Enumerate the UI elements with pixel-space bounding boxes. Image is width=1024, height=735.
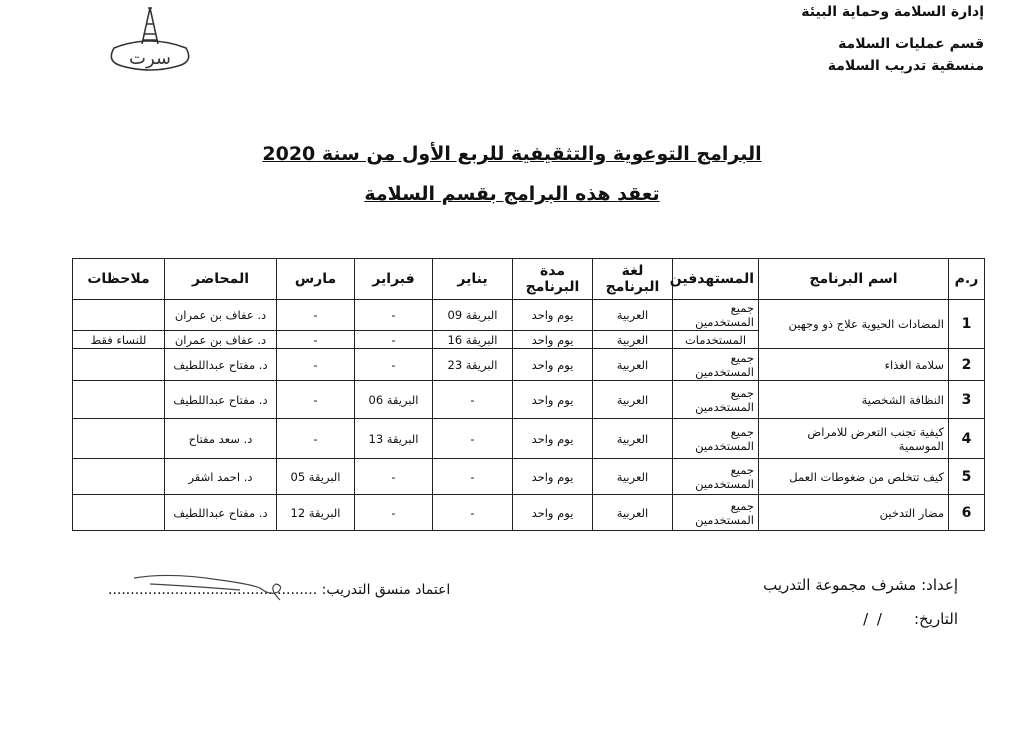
row-language: العربية [593, 300, 673, 331]
row-lecturer: د. مفتاح عبداللطيف [165, 381, 277, 419]
row-audience: جميع المستخدمين [673, 495, 759, 531]
row-mar: - [277, 349, 355, 381]
row-mar: - [277, 331, 355, 349]
row-jan: - [433, 495, 513, 531]
row-language: العربية [593, 331, 673, 349]
row-audience: جميع المستخدمين [673, 381, 759, 419]
row-audience: جميع المستخدمين [673, 300, 759, 331]
signature-scribble-icon [130, 566, 300, 606]
coordination-name: منسقية تدريب السلامة [827, 58, 984, 74]
row-language: العربية [593, 495, 673, 531]
row-num: 5 [949, 459, 985, 495]
row-program: كيفية تجنب التعرض للامراض الموسمية [759, 419, 949, 459]
row-feb: البريقة 13 [355, 419, 433, 459]
table-row [73, 419, 985, 459]
header-audience: المستهدفين [673, 259, 759, 300]
row-feb: - [355, 349, 433, 381]
row-mar: - [277, 300, 355, 331]
department-name: إدارة السلامة وحماية البيئة [801, 4, 984, 20]
row-program: سلامة الغذاء [759, 349, 949, 381]
row-duration: يوم واحد [513, 459, 593, 495]
row-lecturer: د. عفاف بن عمران [165, 331, 277, 349]
table-header-row [73, 259, 985, 300]
row-jan: - [433, 419, 513, 459]
row-notes [73, 419, 165, 459]
row-feb: - [355, 331, 433, 349]
header-lecturer: المحاضر [165, 259, 277, 300]
header-notes: ملاحظات [73, 259, 165, 300]
row-lecturer: د. مفتاح عبداللطيف [165, 349, 277, 381]
row-lecturer: د. سعد مفتاح [165, 419, 277, 459]
row-mar: البريقة 12 [277, 495, 355, 531]
row-program: مضار التدخين [759, 495, 949, 531]
row-jan: - [433, 459, 513, 495]
row-num: 3 [949, 381, 985, 419]
document-subtitle: تعقد هذه البرامج بقسم السلامة [364, 183, 660, 205]
row-notes [73, 459, 165, 495]
section-name: قسم عمليات السلامة [838, 36, 984, 52]
row-notes [73, 349, 165, 381]
row-jan: البريقة 09 [433, 300, 513, 331]
date-label: التاريخ: [914, 610, 958, 628]
table-row [73, 459, 985, 495]
derrick-logo-icon [108, 4, 192, 76]
table-row [73, 381, 985, 419]
row-duration: يوم واحد [513, 495, 593, 531]
programs-table [72, 258, 985, 531]
prepared-by: إعداد: مشرف مجموعة التدريب [763, 576, 958, 594]
row-notes: للنساء فقط [73, 331, 165, 349]
row-audience: جميع المستخدمين [673, 419, 759, 459]
row-mar: - [277, 381, 355, 419]
header-program: اسم البرنامج [759, 259, 949, 300]
row-duration: يوم واحد [513, 331, 593, 349]
row-duration: يوم واحد [513, 300, 593, 331]
header-jan: يناير [433, 259, 513, 300]
row-language: العربية [593, 419, 673, 459]
row-duration: يوم واحد [513, 349, 593, 381]
row-feb: - [355, 495, 433, 531]
row-jan: البريقة 23 [433, 349, 513, 381]
row-jan: البريقة 16 [433, 331, 513, 349]
row-feb: - [355, 300, 433, 331]
row-language: العربية [593, 349, 673, 381]
row-duration: يوم واحد [513, 381, 593, 419]
approval-line: اعتماد منسق التدريب: ............................................... [108, 582, 451, 598]
table-row [73, 349, 985, 381]
document-title: البرامج التوعوية والتثقيفية للربع الأول من سنة 2020 [262, 143, 762, 165]
row-num: 1 [949, 300, 985, 349]
row-lecturer: د. مفتاح عبداللطيف [165, 495, 277, 531]
row-notes [73, 300, 165, 331]
header-num: ر.م [949, 259, 985, 300]
row-duration: يوم واحد [513, 419, 593, 459]
header-feb: فبراير [355, 259, 433, 300]
row-lecturer: د. احمد اشقر [165, 459, 277, 495]
row-mar: - [277, 419, 355, 459]
row-num: 4 [949, 419, 985, 459]
row-program: كيف تتخلص من ضغوطات العمل [759, 459, 949, 495]
row-feb: البريقة 06 [355, 381, 433, 419]
row-audience: جميع المستخدمين [673, 459, 759, 495]
row-mar: البريقة 05 [277, 459, 355, 495]
header-duration: مدة البرنامج [513, 259, 593, 300]
row-num: 2 [949, 349, 985, 381]
row-program: المضادات الحيوية علاج ذو وجهين [759, 300, 949, 349]
row-lecturer: د. عفاف بن عمران [165, 300, 277, 331]
row-audience: جميع المستخدمين [673, 349, 759, 381]
row-language: العربية [593, 381, 673, 419]
header-language: لغة البرنامج [593, 259, 673, 300]
row-audience: المستخدمات [673, 331, 759, 349]
row-jan: - [433, 381, 513, 419]
table-row [73, 495, 985, 531]
row-notes [73, 381, 165, 419]
row-num: 6 [949, 495, 985, 531]
row-language: العربية [593, 459, 673, 495]
row-notes [73, 495, 165, 531]
table-row [73, 300, 985, 331]
svg-text:سرت: سرت [129, 48, 171, 69]
header-mar: مارس [277, 259, 355, 300]
date-value: / / [863, 610, 884, 628]
row-feb: - [355, 459, 433, 495]
row-program: النظافة الشخصية [759, 381, 949, 419]
